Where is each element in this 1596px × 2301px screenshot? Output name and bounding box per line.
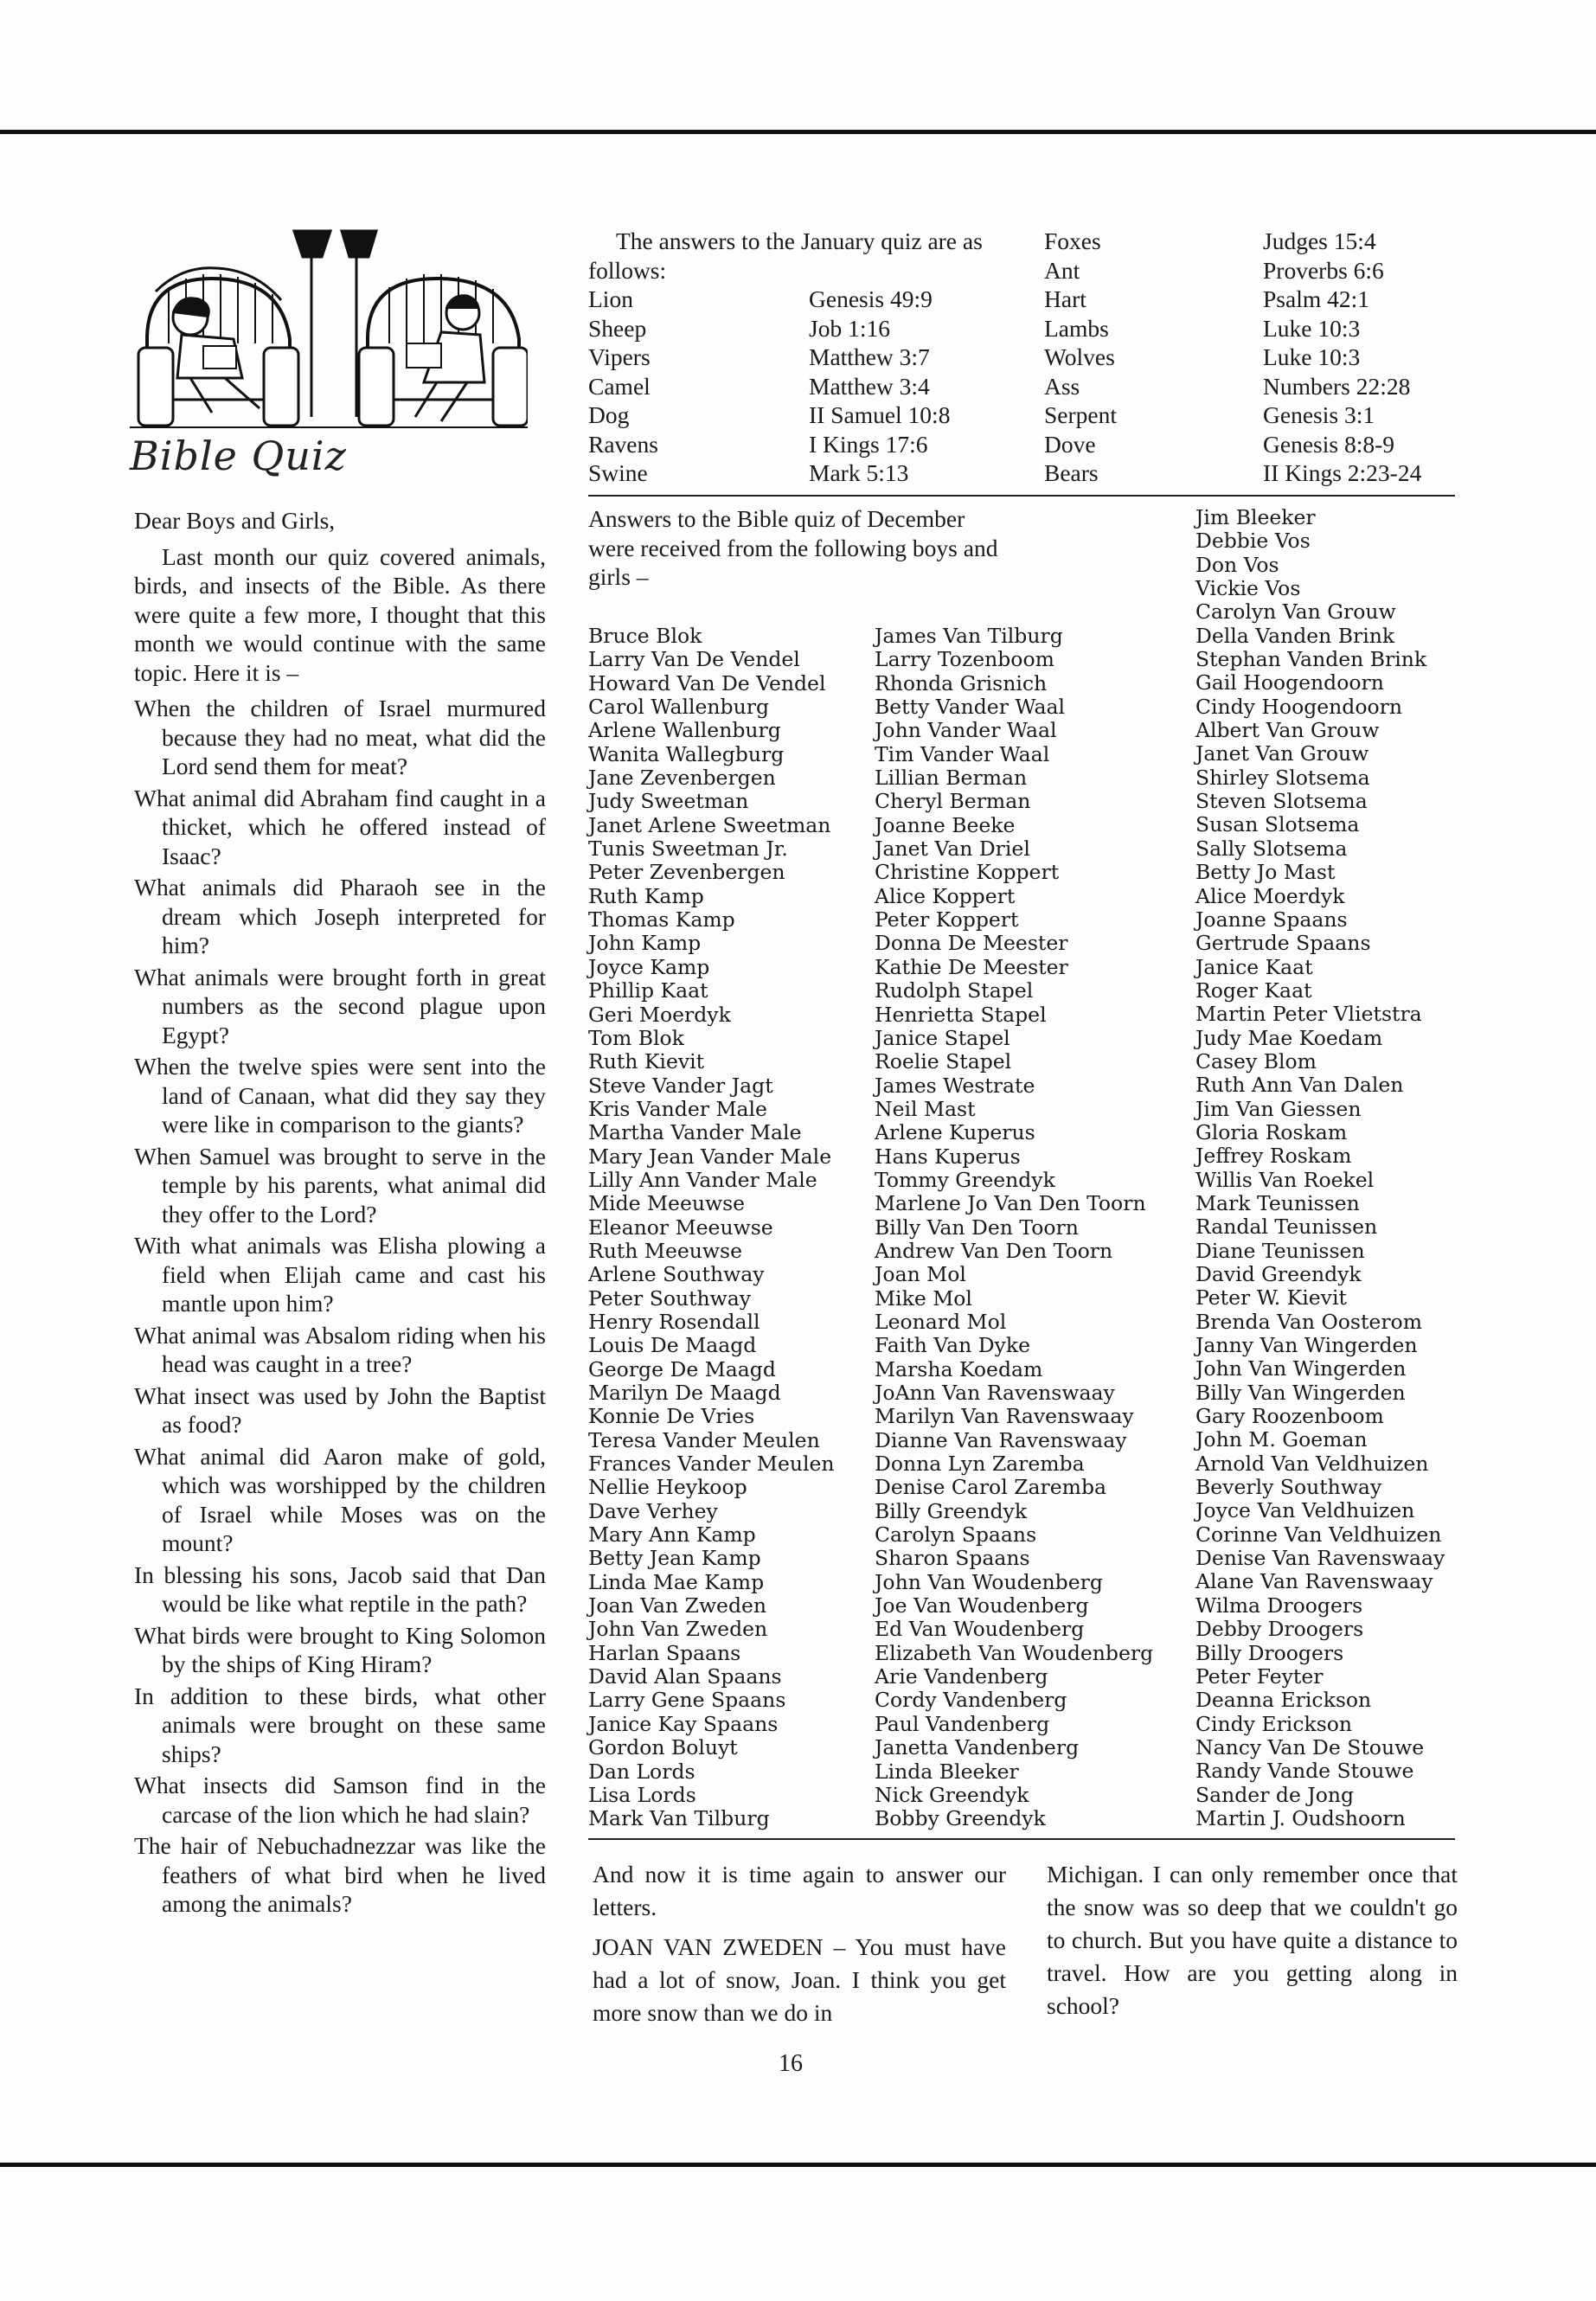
answer-reference: Genesis 8:8-9 bbox=[1263, 430, 1394, 458]
respondent-name: Joan Van Zweden bbox=[588, 1593, 767, 1618]
respondent-name: Carolyn Spaans bbox=[875, 1522, 1037, 1548]
question-item: When Samuel was brought to serve in the temple by his parents, what animal did they offer to the Lord? bbox=[134, 1142, 546, 1227]
names-column-1 bbox=[588, 625, 835, 1831]
respondent-name: Jim Van Giessen bbox=[1195, 1096, 1362, 1121]
reply-recipient: JOAN VAN ZWEDEN bbox=[593, 1933, 824, 1960]
respondent-name: Peter Koppert bbox=[875, 907, 1019, 933]
respondent-name: Corinne Van Veldhuizen bbox=[1195, 1522, 1442, 1547]
respondent-name: Peter Zevenbergen bbox=[588, 860, 785, 885]
respondent-name: Tunis Sweetman Jr. bbox=[588, 836, 788, 862]
respondent-name: Ruth Meeuwse bbox=[588, 1238, 742, 1263]
respondent-name: John Van Woudenberg bbox=[875, 1569, 1103, 1594]
question-item: What animal did Aaron make of gold, which was worshipped by the children of Israel while Moses was on the mount? bbox=[134, 1442, 546, 1556]
answers-divider bbox=[588, 495, 1455, 497]
respondent-name: Geri Moerdyk bbox=[588, 1002, 731, 1027]
respondent-name: Alice Moerdyk bbox=[1195, 883, 1345, 908]
quiz-intro: Last month our quiz covered animals, birds, and insects of the Bible. As there were quite a few more, I thought that this month we would continue with the same topic. Here it is – bbox=[134, 542, 546, 686]
bottom-page-rule bbox=[0, 2163, 1596, 2167]
respondent-name: James Westrate bbox=[875, 1073, 1035, 1098]
respondent-name: Denise Van Ravenswaay bbox=[1195, 1546, 1445, 1571]
respondent-name: Carolyn Van Grouw bbox=[1195, 599, 1396, 625]
respondent-name: Steven Slotsema bbox=[1195, 789, 1368, 814]
question-list bbox=[134, 694, 546, 1919]
names-column-3 bbox=[1195, 506, 1445, 1830]
respondent-name: Diane Teunissen bbox=[1195, 1238, 1365, 1263]
respondent-name: Susan Slotsema bbox=[1195, 812, 1360, 837]
question-item: In addition to these birds, what other animals were brought on these same ships? bbox=[134, 1682, 546, 1767]
respondent-name: Paul Vandenberg bbox=[875, 1711, 1050, 1736]
respondent-name: Joyce Kamp bbox=[588, 954, 710, 979]
respondent-name: John Van Wingerden bbox=[1195, 1356, 1407, 1381]
respondent-name: Dianne Van Ravenswaay bbox=[875, 1427, 1127, 1452]
respondent-name: Janet Van Grouw bbox=[1195, 741, 1369, 766]
respondent-name: John M. Goeman bbox=[1195, 1427, 1368, 1452]
page-number: 16 bbox=[779, 2050, 803, 2077]
answer-reference: Proverbs 6:6 bbox=[1263, 256, 1384, 284]
respondent-name: Joanne Spaans bbox=[1195, 907, 1348, 932]
respondent-name: Andrew Van Den Toorn bbox=[875, 1238, 1113, 1263]
answer-animal: Serpent bbox=[1044, 401, 1118, 428]
names-column-2 bbox=[875, 625, 1153, 1831]
respondent-name: Roelie Stapel bbox=[875, 1049, 1012, 1074]
respondent-name: Tommy Greendyk bbox=[875, 1167, 1055, 1192]
respondent-name: Ruth Kievit bbox=[588, 1049, 705, 1074]
respondent-name: Larry Gene Spaans bbox=[588, 1688, 786, 1713]
respondent-name: Donna Lyn Zaremba bbox=[875, 1452, 1085, 1477]
answer-animal: Vipers bbox=[588, 343, 651, 370]
respondent-name: Frances Vander Meulen bbox=[588, 1452, 835, 1477]
respondent-name: Shirley Slotsema bbox=[1195, 765, 1370, 790]
answer-animal: Dove bbox=[1044, 430, 1096, 458]
respondent-name: Janice Kay Spaans bbox=[588, 1711, 779, 1736]
respondent-name: Sally Slotsema bbox=[1195, 836, 1348, 861]
respondent-name: Gordon Boluyt bbox=[588, 1735, 738, 1760]
answer-animal: Swine bbox=[588, 459, 648, 486]
answers-intro: The answers to the January quiz are as follows: bbox=[588, 228, 983, 284]
question-item: What animals were brought forth in great numbers as the second plague upon Egypt? bbox=[134, 963, 546, 1048]
children-reading-illustration bbox=[130, 227, 528, 434]
respondent-name: Gloria Roskam bbox=[1195, 1119, 1348, 1144]
respondent-name: Howard Van De Vendel bbox=[588, 670, 826, 695]
respondent-name: Cordy Vandenberg bbox=[875, 1688, 1067, 1713]
respondent-name: Stephan Vanden Brink bbox=[1195, 647, 1427, 672]
respondent-name: Faith Van Dyke bbox=[875, 1333, 1030, 1358]
respondent-name: Tim Vander Waal bbox=[875, 741, 1050, 766]
respondent-name: Janice Kaat bbox=[1195, 954, 1313, 979]
question-item: What insects did Samson find in the carcase of the lion which he had slain? bbox=[134, 1772, 546, 1828]
respondent-name: Louis De Maagd bbox=[588, 1333, 757, 1358]
answer-reference: II Kings 2:23-24 bbox=[1263, 459, 1422, 486]
respondent-name: John Van Zweden bbox=[588, 1617, 768, 1642]
question-item: When the twelve spies were sent into the land of Canaan, what did they say they were like in comparison to the giants? bbox=[134, 1053, 546, 1138]
respondent-name: Roger Kaat bbox=[1195, 977, 1312, 1003]
respondent-name: Elizabeth Van Woudenberg bbox=[875, 1640, 1154, 1665]
respondent-name: Mike Mol bbox=[875, 1285, 972, 1311]
respondent-name: Joyce Van Veldhuizen bbox=[1195, 1498, 1415, 1523]
respondent-name: Mary Ann Kamp bbox=[588, 1522, 756, 1548]
respondent-name: Mark Van Tilburg bbox=[588, 1806, 770, 1831]
respondent-name: Thomas Kamp bbox=[588, 907, 735, 933]
question-item: What animals did Pharaoh see in the dream which Joseph interpreted for him? bbox=[134, 874, 546, 958]
respondent-name: Marsha Koedam bbox=[875, 1356, 1043, 1381]
respondent-name: John Vander Waal bbox=[875, 718, 1057, 743]
respondent-name: Eleanor Meeuwse bbox=[588, 1215, 773, 1240]
respondent-name: Linda Mae Kamp bbox=[588, 1569, 765, 1594]
respondent-name: Harlan Spaans bbox=[588, 1640, 741, 1665]
respondent-name: Phillip Kaat bbox=[588, 978, 708, 1003]
question-item: What birds were brought to King Solomon by the ships of King Hiram? bbox=[134, 1621, 546, 1677]
respondent-name: Linda Bleeker bbox=[875, 1759, 1019, 1784]
respondent-name: Willis Van Roekel bbox=[1195, 1167, 1375, 1192]
respondent-name: Janet Van Driel bbox=[875, 836, 1030, 862]
respondent-name: Jeffrey Roskam bbox=[1195, 1144, 1352, 1169]
respondent-name: Peter Southway bbox=[588, 1285, 752, 1311]
respondent-name: Martha Vander Male bbox=[588, 1120, 802, 1145]
respondent-name: Beverly Southway bbox=[1195, 1475, 1382, 1500]
respondent-name: Gertrude Spaans bbox=[1195, 931, 1371, 956]
respondent-name: Jim Bleeker bbox=[1195, 505, 1316, 529]
respondent-name: Alice Koppert bbox=[875, 883, 1016, 908]
respondent-name: Wilma Droogers bbox=[1195, 1593, 1363, 1618]
answer-animal: Ant bbox=[1044, 256, 1080, 284]
answer-reference: Psalm 42:1 bbox=[1263, 285, 1369, 312]
respondent-name: Denise Carol Zaremba bbox=[875, 1475, 1107, 1500]
top-page-rule bbox=[0, 130, 1596, 134]
question-item: When the children of Israel murmured because they had no meat, what did the Lord send them for meat? bbox=[134, 695, 546, 779]
respondent-name: Christine Koppert bbox=[875, 860, 1060, 885]
letters-intro: And now it is time again to answer our letters. bbox=[593, 1861, 1006, 1920]
respondent-name: Ed Van Woudenberg bbox=[875, 1617, 1085, 1642]
respondent-name: Hans Kuperus bbox=[875, 1144, 1021, 1169]
respondent-name: David Greendyk bbox=[1195, 1262, 1362, 1286]
answer-animal: Sheep bbox=[588, 314, 647, 342]
respondent-name: Nick Greendyk bbox=[875, 1782, 1029, 1807]
answer-reference: Matthew 3:4 bbox=[809, 372, 930, 400]
respondent-name: Billy Van Den Toorn bbox=[875, 1215, 1079, 1240]
respondent-name: Steve Vander Jagt bbox=[588, 1073, 773, 1098]
respondent-name: Cindy Hoogendoorn bbox=[1195, 694, 1403, 719]
respondent-name: Marilyn Van Ravenswaay bbox=[875, 1404, 1134, 1429]
question-item: In blessing his sons, Jacob said that Dan would be like what reptile in the path? bbox=[134, 1561, 546, 1617]
answer-reference: Judges 15:4 bbox=[1263, 228, 1376, 254]
reply-text: – You must have had a lot of snow, Joan. I think you get more snow than we do in bbox=[593, 1933, 1007, 2026]
respondent-name: Cindy Erickson bbox=[1195, 1711, 1353, 1736]
respondent-name: Arnold Van Veldhuizen bbox=[1195, 1451, 1429, 1476]
letter-reply-joan bbox=[593, 1931, 1006, 2029]
respondent-name: Teresa Vander Meulen bbox=[588, 1427, 820, 1452]
respondent-name: Arlene Wallenburg bbox=[588, 718, 781, 743]
respondent-name: Casey Blom bbox=[1195, 1048, 1317, 1074]
answer-reference: Genesis 3:1 bbox=[1263, 401, 1375, 428]
respondent-name: Tom Blok bbox=[588, 1025, 684, 1050]
respondent-name: Mark Teunissen bbox=[1195, 1190, 1360, 1215]
respondent-name: James Van Tilburg bbox=[875, 624, 1063, 648]
respondent-name: Martin Peter Vlietstra bbox=[1195, 1002, 1422, 1027]
respondent-name: Debbie Vos bbox=[1195, 529, 1311, 554]
question-item: What animal was Absalom riding when his head was caught in a tree? bbox=[134, 1321, 546, 1377]
respondent-name: Wanita Wallegburg bbox=[588, 741, 785, 766]
respondent-name: Janice Stapel bbox=[875, 1025, 1010, 1050]
respondent-name: David Alan Spaans bbox=[588, 1664, 782, 1689]
received-intro: Answers to the Bible quiz of December were received from the following boys and girls – bbox=[588, 505, 998, 590]
respondent-name: Vickie Vos bbox=[1195, 576, 1301, 601]
respondent-name: Arie Vandenberg bbox=[875, 1664, 1048, 1689]
respondent-name: Peter W. Kievit bbox=[1195, 1285, 1347, 1311]
respondent-name: Kris Vander Male bbox=[588, 1096, 767, 1121]
answer-reference: Mark 5:13 bbox=[809, 459, 909, 486]
respondent-name: Judy Mae Koedam bbox=[1195, 1025, 1383, 1050]
respondent-name: Nellie Heykoop bbox=[588, 1475, 747, 1500]
respondent-name: Leonard Mol bbox=[875, 1309, 1007, 1334]
answer-animal: Bears bbox=[1044, 459, 1099, 486]
respondent-name: Mary Jean Vander Male bbox=[588, 1144, 832, 1169]
answer-animal: Wolves bbox=[1044, 343, 1115, 370]
respondent-name: Albert Van Grouw bbox=[1195, 718, 1380, 743]
respondent-name: Arlene Southway bbox=[588, 1262, 765, 1287]
respondent-name: Judy Sweetman bbox=[588, 789, 749, 814]
question-item: The hair of Nebuchadnezzar was like the feathers of what bird when he lived among the animals? bbox=[134, 1832, 546, 1917]
respondent-name: Konnie De Vries bbox=[588, 1404, 755, 1429]
respondent-name: Mide Meeuwse bbox=[588, 1191, 746, 1216]
quiz-questions-column bbox=[134, 506, 546, 1921]
respondent-name: Don Vos bbox=[1195, 552, 1279, 577]
respondent-name: Arlene Kuperus bbox=[875, 1120, 1035, 1145]
respondent-name: Donna De Meester bbox=[875, 931, 1068, 956]
question-item: With what animals was Elisha plowing a field when Elijah came and cast his mantle upon him? bbox=[134, 1232, 546, 1317]
answers-col1-refs bbox=[809, 285, 950, 488]
answer-animal: Camel bbox=[588, 372, 651, 400]
respondent-name: Kathie De Meester bbox=[875, 954, 1068, 979]
answer-animal: Ravens bbox=[588, 430, 658, 458]
respondent-name: Neil Mast bbox=[875, 1096, 976, 1121]
respondent-name: Betty Jo Mast bbox=[1195, 860, 1336, 885]
respondent-name: Bobby Greendyk bbox=[875, 1806, 1046, 1831]
respondent-name: Randal Teunissen bbox=[1195, 1215, 1378, 1240]
lamp-shade-left-icon bbox=[294, 231, 330, 257]
respondent-name: John Kamp bbox=[588, 931, 702, 956]
respondent-name: Lillian Berman bbox=[875, 766, 1028, 791]
respondent-name: Joanne Beeke bbox=[875, 812, 1016, 837]
respondent-name: Della Vanden Brink bbox=[1195, 623, 1395, 648]
respondent-name: Joe Van Woudenberg bbox=[875, 1593, 1089, 1618]
question-item: What animal did Abraham find caught in a thicket, which he offered instead of Isaac? bbox=[134, 784, 546, 869]
respondent-name: Bruce Blok bbox=[588, 624, 702, 648]
respondent-name: Rhonda Grisnich bbox=[875, 670, 1048, 695]
answers-col1-animals bbox=[588, 285, 658, 488]
respondent-name: Ruth Ann Van Dalen bbox=[1195, 1073, 1404, 1098]
respondent-name: Sander de Jong bbox=[1195, 1782, 1355, 1807]
respondent-name: Marilyn De Maagd bbox=[588, 1381, 781, 1405]
respondent-name: Dave Verhey bbox=[588, 1498, 718, 1523]
answer-reference: Matthew 3:7 bbox=[809, 343, 930, 370]
answer-reference: Numbers 22:28 bbox=[1263, 372, 1411, 400]
respondent-name: Dan Lords bbox=[588, 1759, 695, 1784]
respondent-name: Deanna Erickson bbox=[1195, 1688, 1372, 1713]
respondent-name: Billy Van Wingerden bbox=[1195, 1380, 1406, 1405]
answer-reference: Genesis 49:9 bbox=[809, 285, 933, 312]
respondent-name: Nancy Van De Stouwe bbox=[1195, 1734, 1425, 1759]
answer-reference: Job 1:16 bbox=[809, 314, 890, 342]
answer-animal: Ass bbox=[1044, 372, 1080, 400]
answer-reference: II Samuel 10:8 bbox=[809, 401, 951, 428]
respondent-name: Henrietta Stapel bbox=[875, 1002, 1047, 1027]
answer-reference: Luke 10:3 bbox=[1263, 314, 1361, 342]
respondent-name: Lisa Lords bbox=[588, 1782, 696, 1807]
answer-animal: Dog bbox=[588, 401, 630, 428]
respondent-name: Janetta Vandenberg bbox=[875, 1735, 1080, 1760]
lamp-shade-right-icon bbox=[342, 231, 376, 257]
greeting: Dear Boys and Girls, bbox=[134, 507, 336, 534]
respondent-name: Billy Droogers bbox=[1195, 1640, 1344, 1665]
letter-reply-continued: Michigan. I can only remember once that the snow was so deep that we couldn't go to church. But you have quite a distance to travel. How are you getting along in school? bbox=[1047, 1861, 1458, 2019]
respondent-name: Brenda Van Oosterom bbox=[1195, 1309, 1422, 1334]
answers-col2-animals bbox=[1044, 227, 1117, 488]
respondent-name: Gail Hoogendoorn bbox=[1195, 670, 1384, 695]
respondent-name: Cheryl Berman bbox=[875, 789, 1031, 814]
respondent-name: JoAnn Van Ravenswaay bbox=[875, 1381, 1115, 1405]
respondent-name: Larry Van De Vendel bbox=[588, 647, 800, 672]
respondent-name: Debby Droogers bbox=[1195, 1617, 1364, 1642]
respondent-name: Gary Roozenboom bbox=[1195, 1404, 1384, 1429]
answer-animal: Foxes bbox=[1044, 228, 1101, 254]
respondent-name: Jane Zevenbergen bbox=[588, 766, 776, 791]
respondent-name: Janny Van Wingerden bbox=[1195, 1333, 1418, 1358]
respondent-name: Billy Greendyk bbox=[875, 1498, 1028, 1523]
respondent-name: Peter Feyter bbox=[1195, 1663, 1324, 1689]
answer-reference: Luke 10:3 bbox=[1263, 343, 1361, 370]
names-divider bbox=[588, 1838, 1455, 1840]
respondent-name: Rudolph Stapel bbox=[875, 978, 1034, 1003]
answer-animal: Hart bbox=[1044, 285, 1086, 312]
respondent-name: Betty Vander Waal bbox=[875, 695, 1066, 720]
respondent-name: Betty Jean Kamp bbox=[588, 1546, 761, 1571]
respondent-name: Henry Rosendall bbox=[588, 1309, 760, 1334]
answer-reference: I Kings 17:6 bbox=[809, 430, 928, 458]
answer-animal: Lambs bbox=[1044, 314, 1109, 342]
answer-animal: Lion bbox=[588, 285, 633, 312]
respondent-name: Carol Wallenburg bbox=[588, 695, 770, 720]
respondent-name: Joan Mol bbox=[875, 1262, 966, 1287]
respondent-name: Sharon Spaans bbox=[875, 1546, 1030, 1571]
respondent-name: Lilly Ann Vander Male bbox=[588, 1167, 817, 1192]
answers-col2-refs bbox=[1263, 227, 1421, 488]
respondent-name: Larry Tozenboom bbox=[875, 647, 1054, 672]
respondent-name: Janet Arlene Sweetman bbox=[588, 812, 831, 837]
respondent-name: George De Maagd bbox=[588, 1356, 776, 1381]
respondent-name: Marlene Jo Van Den Toorn bbox=[875, 1191, 1146, 1216]
page-title: Bible Quiz bbox=[130, 433, 347, 479]
respondent-name: Alane Van Ravenswaay bbox=[1195, 1569, 1433, 1594]
respondent-name: Ruth Kamp bbox=[588, 883, 704, 908]
respondent-name: Randy Vande Stouwe bbox=[1195, 1759, 1414, 1784]
question-item: What insect was used by John the Baptist as food? bbox=[134, 1381, 546, 1438]
respondent-name: Martin J. Oudshoorn bbox=[1195, 1805, 1406, 1830]
